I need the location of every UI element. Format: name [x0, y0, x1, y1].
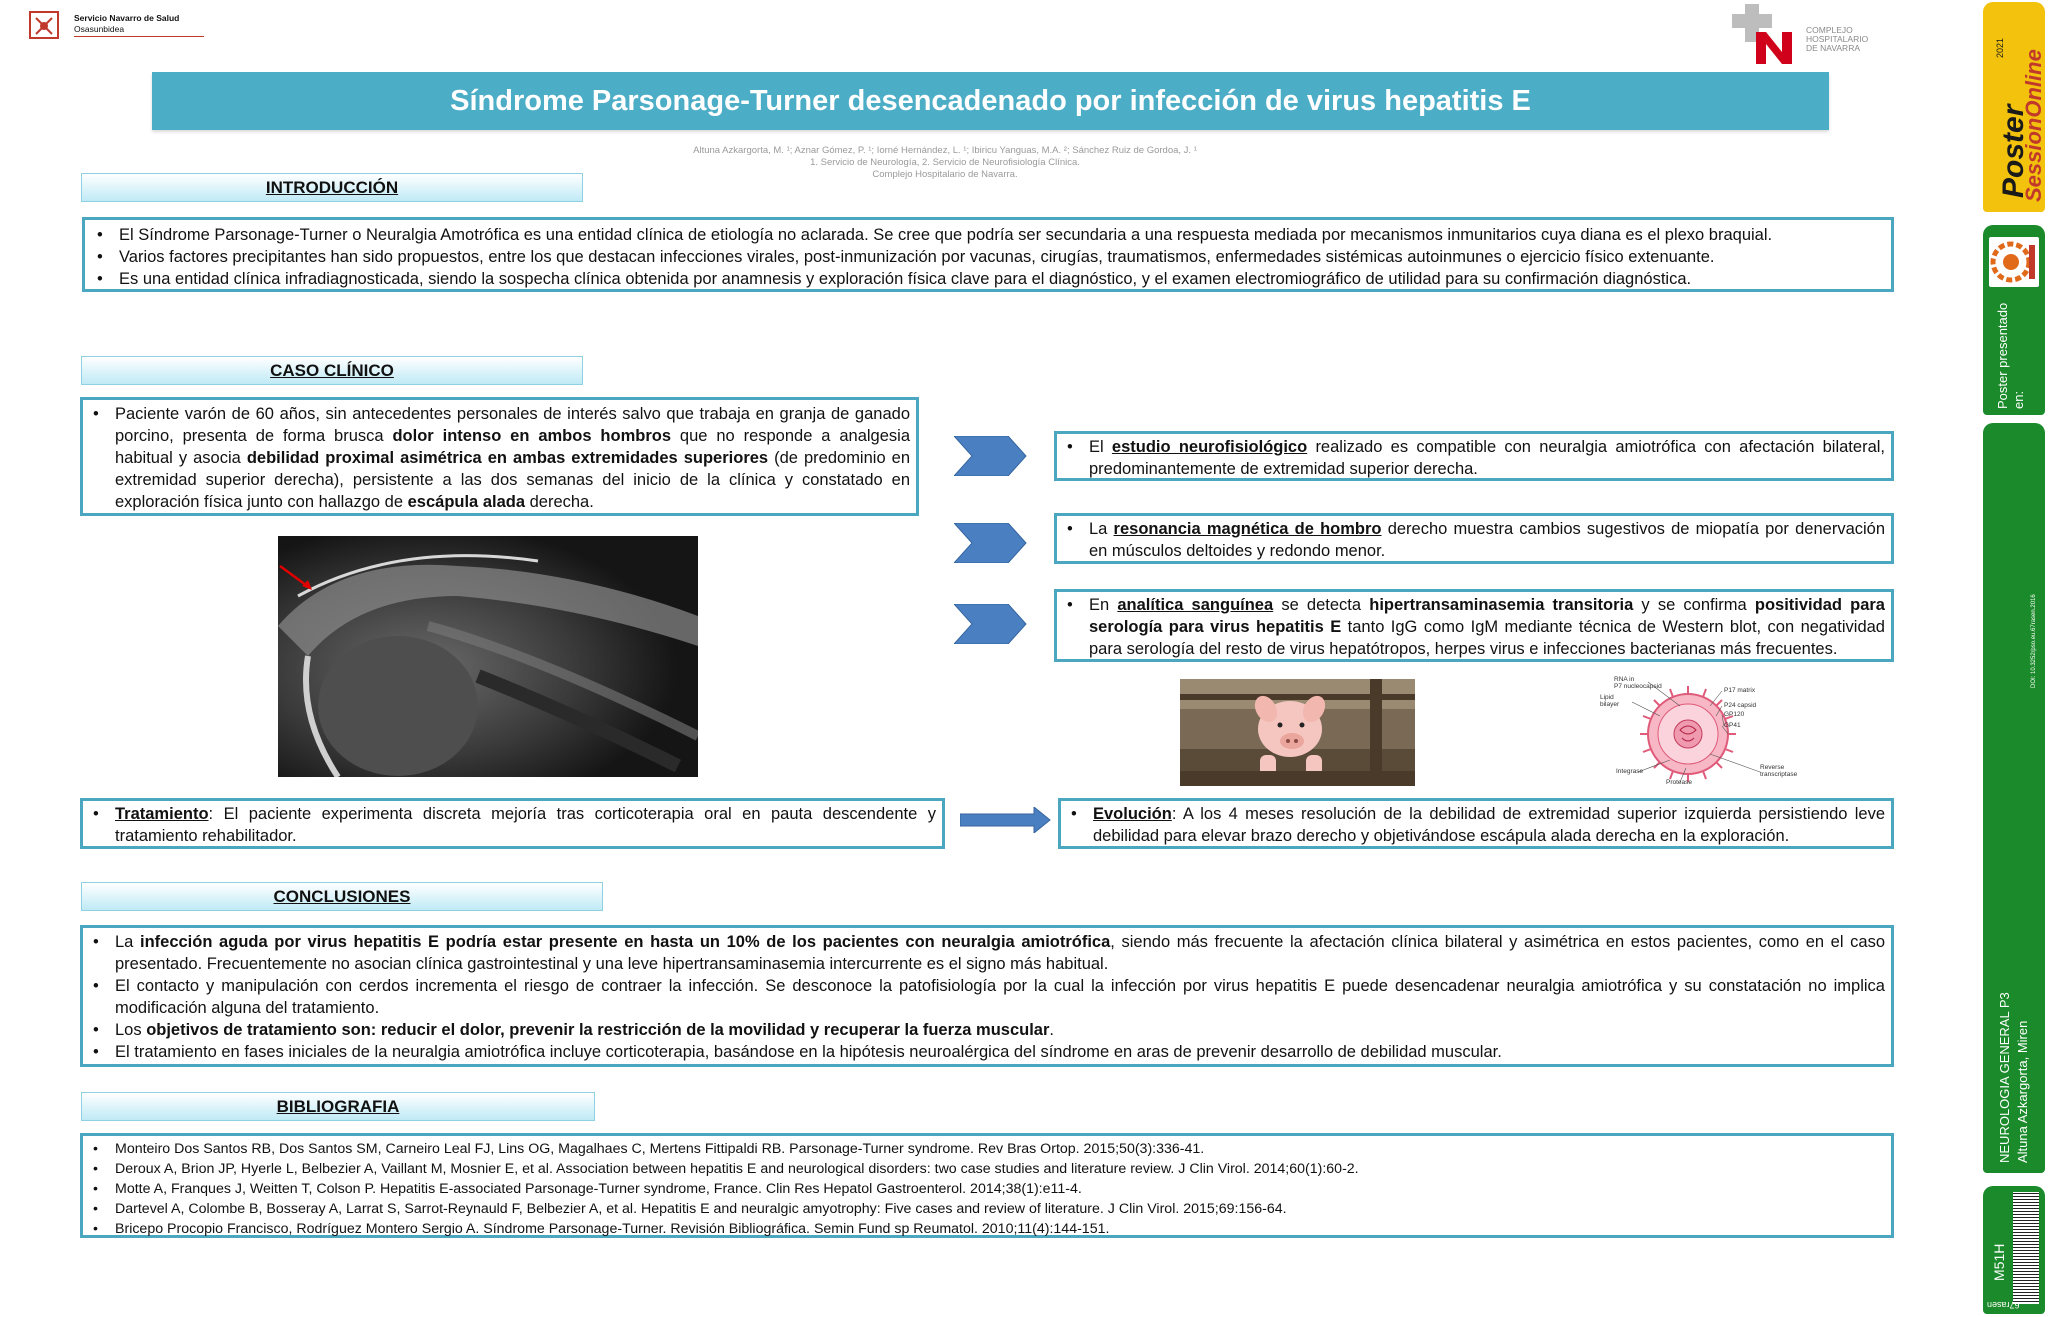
author-text: Altuna Azkargorta, Miren: [2015, 1020, 2030, 1163]
congress-logo: [1989, 237, 2039, 287]
conclusion-bullet-2: • El contacto y manipulación con cerdos incrementa el riesgo de contraer la infección. Se desconoce la patofisiología por la cual la infección por virus hepatitis E puede desencadenar neuralgia amiotrófica y su constatación no implica modificación alguna del tratamiento.: [115, 975, 1885, 1019]
chn-cross-n-icon: [1730, 4, 1800, 66]
chevron-arrow-2: [954, 523, 1028, 563]
conclusion-bullet-4: • El tratamiento en fases iniciales de la neuralgia amiotrófica incluye corticoterapia, basándose en la hipótesis neuroalérgica del síndrome en aras de prevenir desarrollo de debilidad muscular.: [115, 1041, 1885, 1063]
chn-logo: [1730, 4, 1900, 66]
intro-bullet-3: • Es una entidad clínica infradiagnosticada, siendo la sospecha clínica obtenida por anamnesis y exploración física clave para el diagnóstico, y el examen electromiográfico de utilidad para su confirmación diagnóstica.: [119, 268, 1885, 290]
bibliografia-heading: BIBLIOGRAFIA: [81, 1092, 595, 1121]
poster-session-online-badge: [1983, 2, 2045, 212]
bibliography-ref-2: • Deroux A, Brion JP, Hyerle L, Belbezier A, Vaillant M, Mosnier E, et al. Association between hepatitis E and neurological disorders: two case studies and literature review. J Clin Virol. 2014;60(1):60-2.: [115, 1159, 1885, 1179]
authors: [560, 145, 1330, 181]
analitica-text: • En analítica sanguínea se detecta hipertransaminasemia transitoria y se confirma positividad para serología para virus hepatitis E tanto IgG como IgM mediante técnica de Western blot, con negatividad para serología del resto de virus hepatótropos, herpes virus e infecciones bacterianas más frecuentes.: [1089, 594, 1885, 660]
caso-heading: CASO CLÍNICO: [81, 356, 583, 385]
poster-code: M51H: [1991, 1243, 2007, 1281]
virus-label-lipid: Lipid: [1600, 694, 1614, 701]
mri-shoulder-image: [278, 536, 698, 777]
caso-presentation-box: [80, 397, 919, 516]
chn-logo-line3: DE NAVARRA: [1806, 43, 1861, 53]
pig-photo: [1180, 679, 1415, 786]
sns-logo: [28, 10, 208, 40]
doi-text: DOI: 10.3252/pso.eu.67rasen.2016: [2031, 594, 2037, 688]
virus-label-capsid: P24 capsid: [1724, 702, 1757, 709]
neurofisiologico-box: [1054, 431, 1894, 481]
virus-label-gp120: GP120: [1724, 711, 1745, 718]
conclusiones-heading: CONCLUSIONES: [81, 882, 603, 911]
sns-logo-line1: Servicio Navarro de Salud: [74, 13, 180, 23]
bibliography-ref-3: • Motte A, Franques J, Weitten T, Colson P. Hepatitis E-associated Parsonage-Turner syndrome, France. Clin Res Hepatol Gastroenterol. 2014;38(1):e11-4.: [115, 1179, 1885, 1199]
chn-logo-line2: HOSPITALARIO: [1806, 34, 1869, 44]
virus-label-integrase: Integrase: [1616, 768, 1644, 775]
analitica-box: [1054, 589, 1894, 662]
caso-presentation-text: • Paciente varón de 60 años, sin antecedentes personales de interés salvo que trabaja en granja de ganado porcino, presenta de forma brusca dolor intenso en ambos hombros que no responde a analgesia habitual y asocia debilidad proximal asimétrica en ambas extremidades superiores (de predominio en extremidad superior derecha), persistente a las dos semanas del inicio de la clínica y constatado en exploración física junto con hallazgo de escápula alada derecha.: [115, 403, 910, 513]
conclusiones-box: [80, 925, 1894, 1067]
sns-logo-line2: Osasunbidea: [74, 24, 204, 37]
presented-label: Poster presentado en:: [1995, 302, 2026, 409]
hiv-virus-diagram: [1600, 676, 1820, 788]
sns-crest-icon: [28, 10, 62, 40]
barcode: [2013, 1192, 2039, 1304]
virus-label-nucleocapsid: P7 nucleocapsid: [1614, 683, 1662, 690]
evolucion-text: • Evolución: A los 4 meses resolución de la debilidad de extremidad superior izquierda persistiendo leve debilidad para elevar brazo derecho y objetivándose escápula alada derecha en la exploración.: [1093, 803, 1885, 847]
conclusion-bullet-3: • Los objetivos de tratamiento son: reducir el dolor, prevenir la restricción de la movilidad y recuperar la fuerza muscular.: [115, 1019, 1885, 1041]
resonancia-box: [1054, 513, 1894, 564]
bibliography-ref-5: • Bricepo Procopio Francisco, Rodríguez Montero Sergio A. Síndrome Parsonage-Turner. Revisión Bibliográfica. Semin Fund sp Reumatol. 2010;11(4):144-151.: [115, 1219, 1885, 1239]
brand-poster: Poster: [1997, 104, 2030, 198]
authors-line2: 1. Servicio de Neurología, 2. Servicio de Neurofisiología Clínica.: [810, 157, 1080, 168]
virus-label-reverse: Reverse: [1760, 764, 1785, 771]
chevron-arrow-3: [954, 604, 1028, 644]
virus-label-matrix: P17 matrix: [1724, 687, 1756, 694]
resonancia-text: • La resonancia magnética de hombro derecho muestra cambios sugestivos de miopatía por denervación en músculos deltoides y redondo menor.: [1089, 518, 1885, 562]
brand-year: 2021: [1995, 37, 2005, 58]
congress-logo-icon: [1989, 237, 2039, 287]
virus-label-protease: Protease: [1666, 779, 1693, 786]
presented-at-panel: [1983, 225, 2045, 415]
chn-logo-line1: COMPLEJO: [1806, 25, 1853, 35]
virus-label-rna: RNA in: [1614, 676, 1635, 683]
intro-box: [82, 217, 1894, 292]
event-code: 67rasen: [1987, 1300, 2020, 1310]
intro-bullet-2: • Varios factores precipitantes han sido propuestos, entre los que destacan infecciones virales, post-inmunización por vacunas, cirugías, traumatismos, enfermedades sistémicas autoinmunes o ejercicio físico extenuante.: [119, 246, 1885, 268]
chevron-arrow-1: [954, 436, 1028, 476]
block-arrow: [960, 807, 1052, 833]
category-text: NEUROLOGIA GENERAL P3: [1997, 992, 2012, 1163]
virus-label-bilayer: bilayer: [1600, 701, 1620, 708]
bibliography-ref-1: • Monteiro Dos Santos RB, Dos Santos SM, Carneiro Leal FJ, Lins OG, Magalhaes C, Mertens Fittipaldi RB. Parsonage-Turner syndrome. Rev Bras Ortop. 2015;50(3):336-41.: [115, 1139, 1885, 1159]
bibliography-ref-4: • Dartevel A, Colombe B, Bosseray A, Larrat S, Sarrot-Reynauld F, Belbezier A, et al. Hepatitis E and neuralgic amyotrophy: Five cases and review of literature. J Clin Virol. 2015;69:156-64.: [115, 1199, 1885, 1219]
virus-label-transcriptase: transcriptase: [1760, 771, 1798, 778]
authors-line3: Complejo Hospitalario de Navarra.: [872, 169, 1018, 180]
poster-title: Síndrome Parsonage-Turner desencadenado por infección de virus hepatitis E: [152, 72, 1829, 130]
conclusion-bullet-1: • La infección aguda por virus hepatitis E podría estar presente en hasta un 10% de los pacientes con neuralgia amiotrófica, siendo más frecuente la afectación clínica bilateral y asimétrica en estos pacientes, como en el caso presentado. Frecuentemente no asocian clínica gastrointestinal y una leve hipertransaminasemia intercurrente es el signo más habitual.: [115, 931, 1885, 975]
evolucion-box: [1058, 798, 1894, 849]
tratamiento-text: • Tratamiento: El paciente experimenta discreta mejoría tras corticoterapia oral en pauta descendente y tratamiento rehabilitador.: [115, 803, 936, 847]
virus-label-gp41: GP41: [1724, 722, 1741, 729]
tratamiento-box: [80, 798, 945, 849]
intro-bullet-1: • El Síndrome Parsonage-Turner o Neuralgia Amotrófica es una entidad clínica de etiología no aclarada. Se cree que podría ser secundaria a una respuesta mediada por mecanismos inmunitarios cuya diana es el plexo braquial.: [119, 224, 1885, 246]
code-panel: [1983, 1186, 2045, 1314]
category-panel: [1983, 423, 2045, 1173]
bibliografia-box: [80, 1133, 1894, 1238]
authors-line1: Altuna Azkargorta, M. ¹; Aznar Gómez, P. ¹; Iorné Hernández, L. ¹; Ibiricu Yanguas, M.A. ²; Sánchez Ruiz de Gordoa, J. ¹: [693, 145, 1197, 156]
intro-heading: INTRODUCCIÓN: [81, 173, 583, 202]
brand-session-online: SessionOnline: [2021, 49, 2046, 202]
neurofisiologico-text: • El estudio neurofisiológico realizado es compatible con neuralgia amiotrófica con afectación bilateral, predominantemente de extremidad superior derecha.: [1089, 436, 1885, 480]
